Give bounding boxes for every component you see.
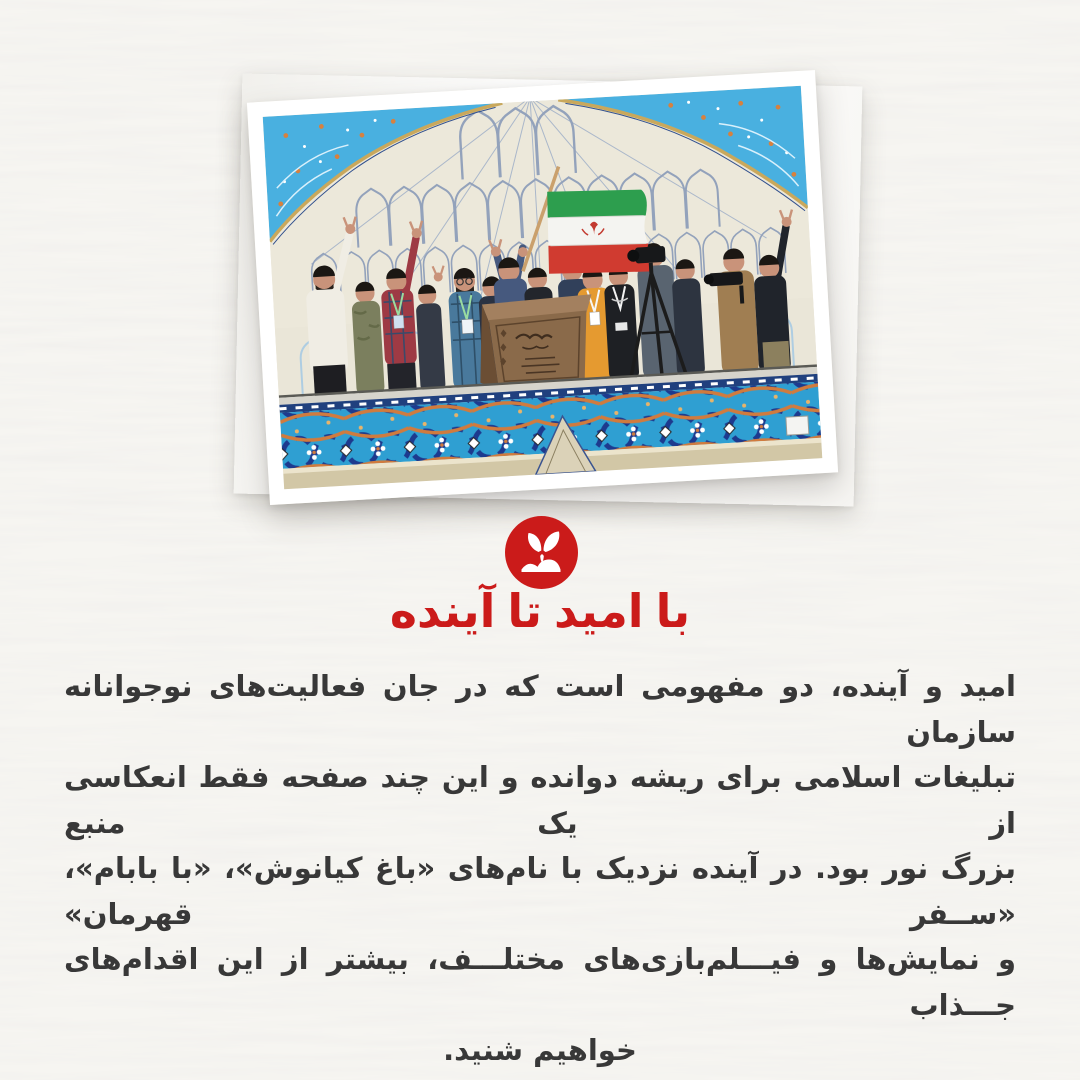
body-line: امید و آینده، دو مفهومی است که در جان فعالیت‌های نوجوانانه سازمان <box>64 669 1016 749</box>
body-line: بزرگ نور بود. در آینده نزدیک با نام‌های «باغ کیانوش»، «با بابام»، «ســفر قهرمان» <box>64 851 1016 931</box>
body-line: و نمایش‌ها و فیـــلم‌بازی‌های مختلـــف، بیشتر از این اقدام‌های جـــذاب <box>64 942 1016 1022</box>
body-paragraph <box>64 664 1016 1074</box>
body-line: خواهیم شنید. <box>443 1033 637 1067</box>
headline: با امید تا آینده <box>389 584 691 638</box>
speaker-box <box>786 416 809 435</box>
sprout-icon <box>505 516 578 589</box>
body-line: تبلیغات اسلامی برای ریشه دوانده و این چند صفحه فقط انعکاسی از یک منبع <box>64 760 1016 840</box>
photo-scene <box>263 86 823 489</box>
podium <box>476 294 597 390</box>
sprout-badge <box>505 516 578 589</box>
photo-frame <box>247 70 838 505</box>
